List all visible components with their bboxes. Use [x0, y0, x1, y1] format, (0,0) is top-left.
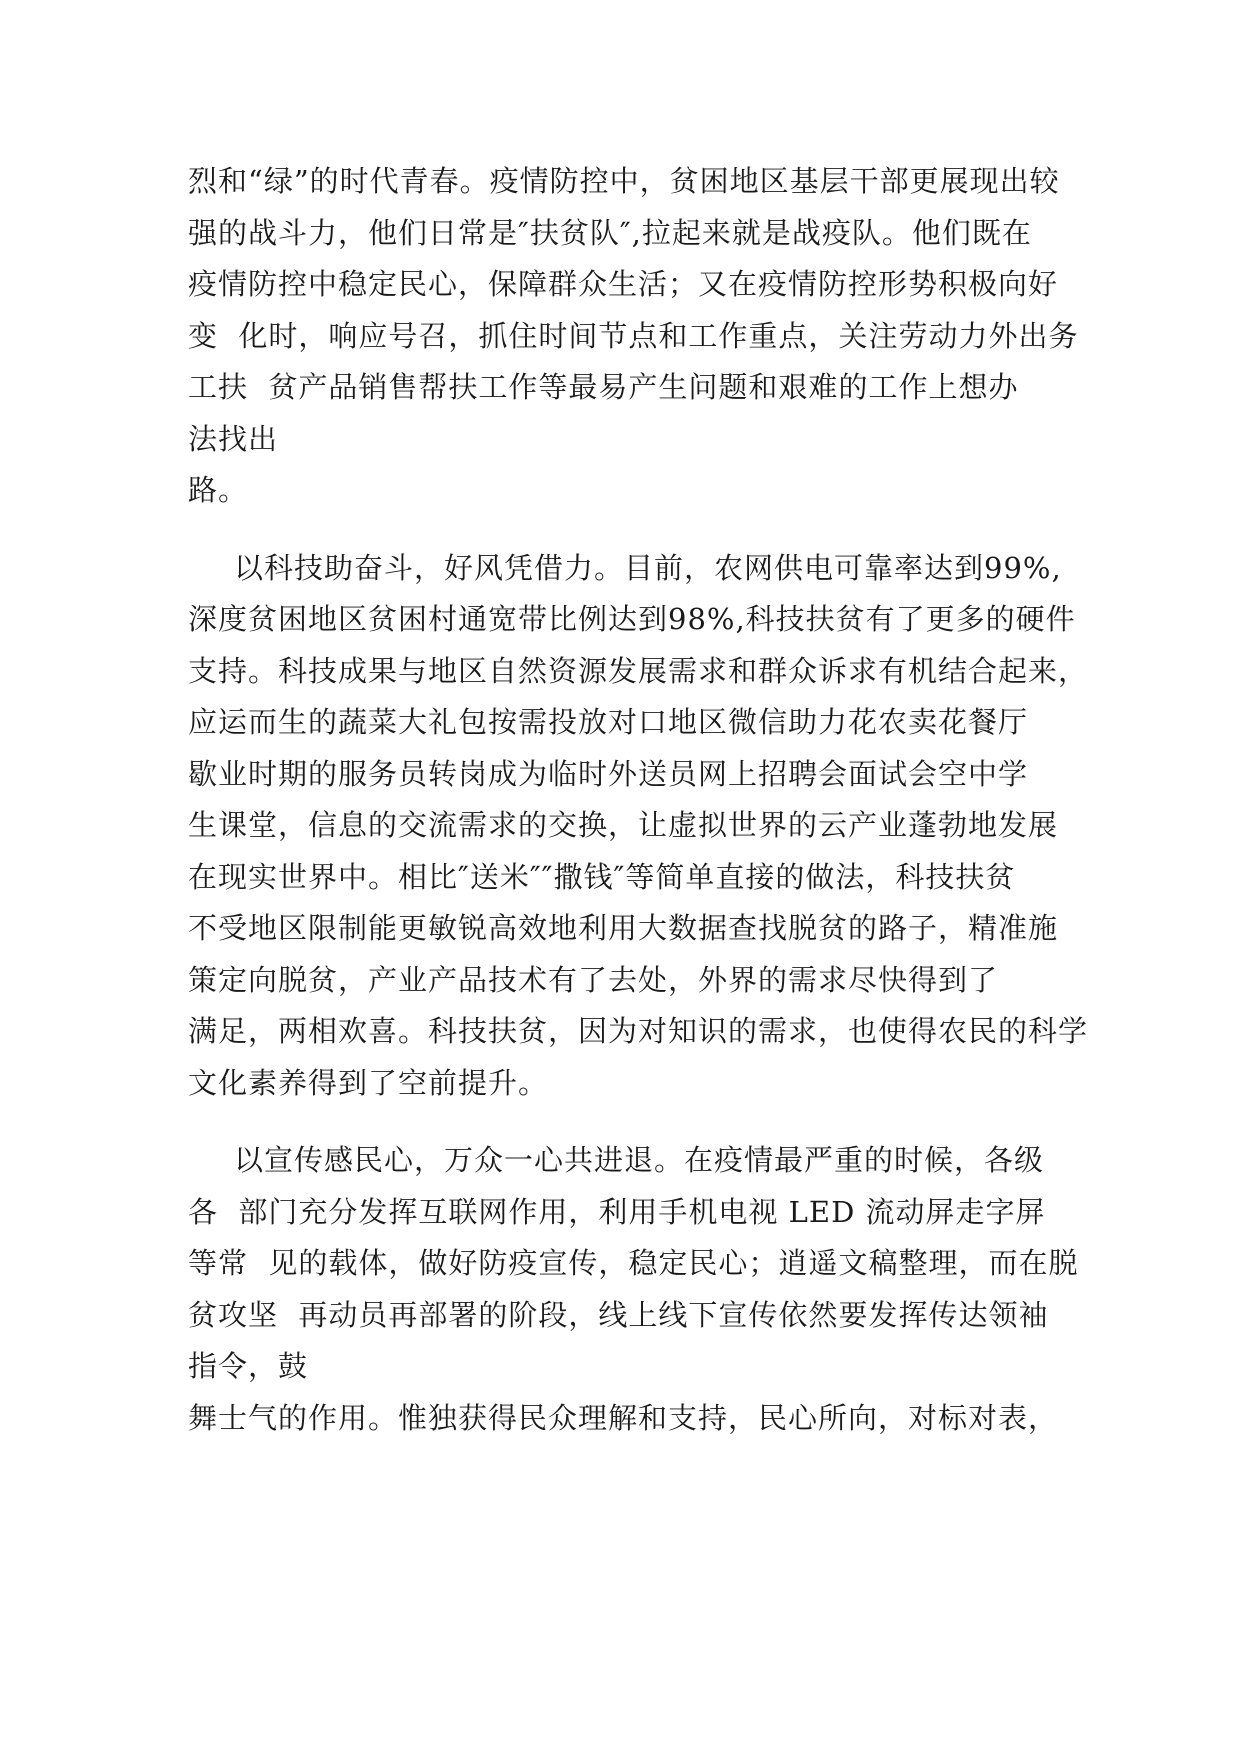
text-line: 以科技助奋斗，好风凭借力。目前，农网供电可靠率达到99%,: [234, 550, 1062, 585]
text-line: 文化素养得到了空前提升。: [188, 1065, 549, 1100]
text-line: 路。: [188, 473, 249, 507]
paragraph-3: [188, 1135, 1079, 1444]
text-line: 指令，鼓: [188, 1349, 309, 1383]
text-line: 烈和“绿”的时代青春。疫情防控中，贫困地区基层干部更展现出较: [188, 164, 1060, 198]
text-line: 以宣传感民心，万众一心共进退。在疫情最严重的时候，各级: [234, 1143, 1045, 1177]
paragraph-1: [188, 156, 1079, 517]
text-line: 贫攻坚 再动员再部署的阶段，线上线下宣传依然要发挥传达领袖: [188, 1297, 1049, 1332]
text-line: 在现实世界中。相比″送米″″撒钱″等简单直接的做法，科技扶贫: [188, 859, 1016, 894]
text-line: 舞士气的作用。惟独获得民众理解和支持，民心所向，对标对表，: [188, 1400, 1059, 1435]
text-line: 策定向脱贫，产业产品技术有了去处，外界的需求尽快得到了: [188, 962, 999, 997]
text-line: 工扶 贫产品销售帮扶工作等最易产生问题和艰难的工作上想办: [188, 370, 1019, 404]
text-line: 深度贫困地区贫困村通宽带比例达到98%,科技扶贫有了更多的硬件: [188, 602, 1076, 636]
text-line: 等常 见的载体，做好防疫宣传，稳定民心；逍遥文稿整理，而在脱: [188, 1246, 1079, 1280]
text-line: 歇业时期的服务员转岗成为临时外送员网上招聘会面试会空中学: [188, 756, 1029, 791]
paragraph-gap: [188, 517, 1068, 543]
paragraph-2: [188, 543, 1089, 1110]
text-line: 不受地区限制能更敏锐高效地利用大数据查找脱贫的路子，精准施: [188, 911, 1059, 945]
text-line: 法找出: [188, 421, 279, 456]
text-line: 疫情防控中稳定民心，保障群众生活；又在疫情防控形势积极向好: [188, 267, 1059, 301]
text-line: 应运而生的蔬菜大礼包按需投放对口地区微信助力花农卖花餐厅: [188, 705, 1029, 739]
text-line: 支持。科技成果与地区自然资源发展需求和群众诉求有机结合起来，: [188, 653, 1089, 688]
paragraph-gap: [188, 1109, 1068, 1135]
text-line: 满足，两相欢喜。科技扶贫，因为对知识的需求，也使得农民的科学: [188, 1014, 1089, 1048]
text-line: 变 化时，响应号召，抓住时间节点和工作重点，关注劳动力外出务: [188, 318, 1079, 353]
text-line: 强的战斗力，他们日常是″扶贫队″,拉起来就是战疫队。他们既在: [188, 215, 1032, 250]
text-line: 各 部门充分发挥互联网作用，利用手机电视 LED 流动屏走字屏: [188, 1194, 1046, 1229]
document-body: [188, 156, 1089, 1444]
text-line: 生课堂，信息的交流需求的交换，让虚拟世界的云产业蓬勃地发展: [188, 808, 1059, 842]
